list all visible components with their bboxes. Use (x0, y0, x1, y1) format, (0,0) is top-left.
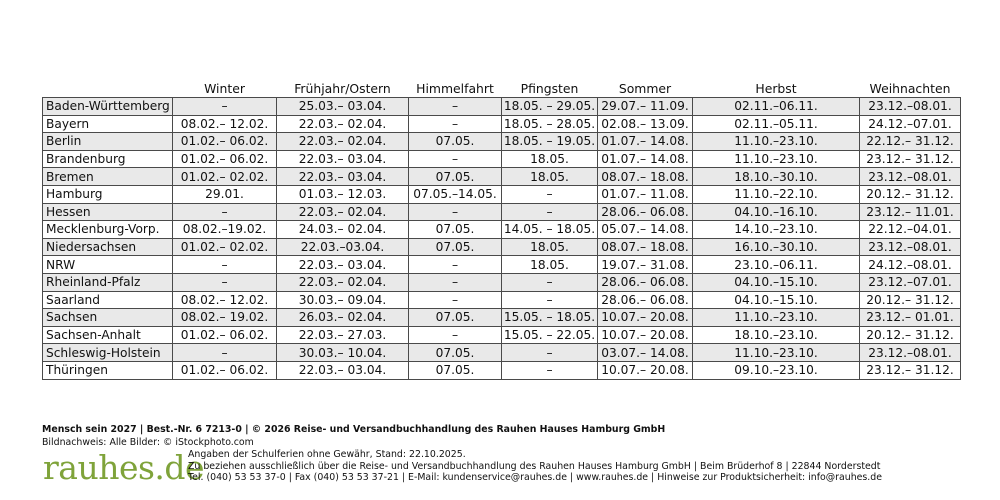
holiday-date-cell: 25.03.– 03.04. (277, 98, 409, 116)
holiday-date-cell: 23.12.–08.01. (860, 344, 961, 362)
holiday-date-cell: 23.12.– 11.01. (860, 203, 961, 221)
holiday-date-cell: 22.03.– 03.04. (277, 256, 409, 274)
holiday-date-cell: 14.05. – 18.05. (502, 221, 598, 239)
state-name-cell: Bremen (43, 168, 173, 186)
holiday-date-cell: 28.06.– 06.08. (598, 273, 693, 291)
holiday-date-cell: – (502, 185, 598, 203)
footer-info-disclaimer: Angaben der Schulferien ohne Gewähr, Stand: 22.10.2025. (188, 449, 466, 460)
holiday-date-cell: 15.05. – 22.05. (502, 326, 598, 344)
table-row (43, 115, 961, 133)
state-name-cell: Rheinland-Pfalz (43, 273, 173, 291)
state-name-cell: Mecklenburg-Vorp. (43, 221, 173, 239)
state-name-cell: Niedersachsen (43, 238, 173, 256)
holiday-date-cell: 22.03.– 03.04. (277, 361, 409, 379)
table-row (43, 150, 961, 168)
holiday-date-cell: – (173, 344, 277, 362)
holiday-date-cell: 23.12.– 31.12. (860, 150, 961, 168)
holiday-date-cell: 02.11.–06.11. (693, 98, 860, 116)
holiday-date-cell: 23.12.– 01.01. (860, 309, 961, 327)
rauhes-logo: rauhes.de (43, 448, 205, 487)
holiday-date-cell: 08.02.– 19.02. (173, 309, 277, 327)
school-holidays-table (42, 79, 961, 380)
holiday-date-cell: 30.03.– 10.04. (277, 344, 409, 362)
holiday-date-cell: 07.05. (409, 168, 502, 186)
holiday-date-cell: – (173, 273, 277, 291)
header-herbst: Herbst (755, 80, 797, 96)
holiday-date-cell: 22.03.– 03.04. (277, 150, 409, 168)
holiday-date-cell: 01.03.– 12.03. (277, 185, 409, 203)
holiday-date-cell: 22.03.– 02.04. (277, 115, 409, 133)
state-name-cell: Sachsen (43, 309, 173, 327)
holiday-date-cell: 07.05. (409, 238, 502, 256)
holiday-date-cell: 23.10.–06.11. (693, 256, 860, 274)
table-row (43, 344, 961, 362)
holiday-date-cell: 18.10.–30.10. (693, 168, 860, 186)
holiday-date-cell: 23.12.–08.01. (860, 238, 961, 256)
holiday-date-cell: – (502, 203, 598, 221)
state-name-cell: NRW (43, 256, 173, 274)
holiday-date-cell: 03.07.– 14.08. (598, 344, 693, 362)
holiday-date-cell: – (409, 115, 502, 133)
holiday-date-cell: – (502, 344, 598, 362)
header-sommer: Sommer (618, 80, 672, 96)
holiday-date-cell: 10.07.– 20.08. (598, 309, 693, 327)
state-name-cell: Brandenburg (43, 150, 173, 168)
holiday-date-cell: 18.05. (502, 150, 598, 168)
table-row (43, 326, 961, 344)
table-row (43, 273, 961, 291)
holiday-date-cell: 14.10.–23.10. (693, 221, 860, 239)
holiday-date-cell: 26.03.– 02.04. (277, 309, 409, 327)
footer-title: Mensch sein 2027 | Best.-Nr. 6 7213-0 | © 2026 Reise- und Versandbuchhandlung des Rauhen Hauses Hamburg GmbH (42, 424, 666, 435)
holiday-date-cell: 01.07.– 11.08. (598, 185, 693, 203)
holiday-date-cell: 22.03.– 02.04. (277, 203, 409, 221)
table-row (43, 238, 961, 256)
table-row (43, 168, 961, 186)
holiday-date-cell: 08.02.– 12.02. (173, 115, 277, 133)
header-state (43, 79, 173, 98)
holiday-date-cell: 07.05. (409, 309, 502, 327)
holiday-date-cell: 22.03.–03.04. (277, 238, 409, 256)
holiday-date-cell: 16.10.–30.10. (693, 238, 860, 256)
table-row (43, 203, 961, 221)
holiday-date-cell: – (173, 256, 277, 274)
footer-info-address: Zu beziehen ausschließlich über die Reise- und Versandbuchhandlung des Rauhen Hauses Hamburg GmbH | Beim Brüderhof 8 | 22844 Norderstedt (188, 460, 881, 472)
header-winter: Winter (204, 80, 245, 96)
holiday-date-cell: 22.03.– 02.04. (277, 133, 409, 151)
holiday-date-cell: – (502, 361, 598, 379)
holiday-date-cell: 07.05. (409, 133, 502, 151)
holiday-date-cell: 04.10.–15.10. (693, 291, 860, 309)
holiday-date-cell: 24.12.–07.01. (860, 115, 961, 133)
holiday-date-cell: 24.03.– 02.04. (277, 221, 409, 239)
table-header-row (43, 79, 961, 98)
table-row (43, 98, 961, 116)
holiday-date-cell: – (502, 291, 598, 309)
state-name-cell: Hamburg (43, 185, 173, 203)
state-name-cell: Schleswig-Holstein (43, 344, 173, 362)
holiday-date-cell: 23.12.– 31.12. (860, 361, 961, 379)
state-name-cell: Sachsen-Anhalt (43, 326, 173, 344)
holiday-date-cell: 08.02.– 12.02. (173, 291, 277, 309)
holiday-date-cell: 02.08.– 13.09. (598, 115, 693, 133)
table-row (43, 133, 961, 151)
holiday-date-cell: 23.12.–07.01. (860, 273, 961, 291)
holiday-date-cell: 01.02.– 02.02. (173, 238, 277, 256)
header-weihnachten: Weihnachten (869, 80, 951, 96)
holiday-date-cell: 08.07.– 18.08. (598, 168, 693, 186)
holiday-date-cell: 29.07.– 11.09. (598, 98, 693, 116)
holiday-date-cell: 29.01. (173, 185, 277, 203)
holiday-date-cell: 22.03.– 03.04. (277, 168, 409, 186)
table-row (43, 221, 961, 239)
table-row (43, 185, 961, 203)
holiday-date-cell: 05.07.– 14.08. (598, 221, 693, 239)
header-himmelfahrt: Himmelfahrt (416, 80, 494, 96)
holiday-date-cell: 28.06.– 06.08. (598, 291, 693, 309)
holiday-date-cell: 11.10.–23.10. (693, 133, 860, 151)
holiday-date-cell: 11.10.–23.10. (693, 150, 860, 168)
state-name-cell: Saarland (43, 291, 173, 309)
holiday-date-cell: 01.02.– 06.02. (173, 150, 277, 168)
holiday-date-cell: 04.10.–15.10. (693, 273, 860, 291)
holiday-date-cell: 18.05. – 28.05. (502, 115, 598, 133)
table-row (43, 361, 961, 379)
holiday-date-cell: 02.11.–05.11. (693, 115, 860, 133)
holiday-date-cell: 22.12.– 31.12. (860, 133, 961, 151)
holiday-date-cell: 10.07.– 20.08. (598, 326, 693, 344)
holiday-date-cell: 01.02.– 06.02. (173, 361, 277, 379)
holiday-date-cell: 08.07.– 18.08. (598, 238, 693, 256)
holiday-date-cell: 07.05.–14.05. (409, 185, 502, 203)
holiday-date-cell: 23.12.–08.01. (860, 98, 961, 116)
holiday-date-cell: – (409, 326, 502, 344)
holiday-date-cell: 18.05. – 19.05. (502, 133, 598, 151)
holiday-date-cell: 04.10.–16.10. (693, 203, 860, 221)
holiday-date-cell: 01.07.– 14.08. (598, 133, 693, 151)
state-name-cell: Hessen (43, 203, 173, 221)
holiday-date-cell: 01.02.– 06.02. (173, 326, 277, 344)
holiday-date-cell: – (409, 256, 502, 274)
holiday-date-cell: 08.02.–19.02. (173, 221, 277, 239)
table-row (43, 291, 961, 309)
table-body (43, 98, 961, 380)
holiday-date-cell: 19.07.– 31.08. (598, 256, 693, 274)
holiday-date-cell: – (409, 150, 502, 168)
holiday-date-cell: 07.05. (409, 221, 502, 239)
holiday-date-cell: 22.12.–04.01. (860, 221, 961, 239)
holiday-date-cell: 11.10.–23.10. (693, 344, 860, 362)
holiday-date-cell: 30.03.– 09.04. (277, 291, 409, 309)
state-name-cell: Baden-Württemberg (43, 98, 173, 116)
table-row (43, 256, 961, 274)
holiday-date-cell: – (409, 98, 502, 116)
holiday-date-cell: 20.12.– 31.12. (860, 291, 961, 309)
state-name-cell: Bayern (43, 115, 173, 133)
footer-info-contact: Tel. (040) 53 53 37-0 | Fax (040) 53 53 37-21 | E-Mail: kundenservice@rauhes.de | www.rauhes.de | Hinweise zur Produktsicherheit: info@rauhes.de (188, 472, 882, 484)
holiday-date-cell: 09.10.–23.10. (693, 361, 860, 379)
holiday-date-cell: 18.05. – 29.05. (502, 98, 598, 116)
holiday-date-cell: 10.07.– 20.08. (598, 361, 693, 379)
image-credit: Bildnachweis: Alle Bilder: © iStockphoto.com (42, 437, 254, 448)
holiday-date-cell: 18.10.–23.10. (693, 326, 860, 344)
holiday-date-cell: 18.05. (502, 168, 598, 186)
holiday-date-cell: – (173, 203, 277, 221)
holiday-date-cell: 18.05. (502, 238, 598, 256)
holiday-date-cell: 11.10.–22.10. (693, 185, 860, 203)
holiday-date-cell: – (409, 291, 502, 309)
holiday-date-cell: 15.05. – 18.05. (502, 309, 598, 327)
table-row (43, 309, 961, 327)
holiday-date-cell: 11.10.–23.10. (693, 309, 860, 327)
holiday-date-cell: – (502, 273, 598, 291)
holiday-date-cell: 01.07.– 14.08. (598, 150, 693, 168)
holiday-date-cell: 07.05. (409, 344, 502, 362)
header-pfingsten: Pfingsten (520, 80, 579, 96)
holiday-date-cell: 01.02.– 02.02. (173, 168, 277, 186)
header-fruehjahr-ostern: Frühjahr/Ostern (294, 80, 391, 96)
holiday-date-cell: 22.03.– 27.03. (277, 326, 409, 344)
holiday-date-cell: 24.12.–08.01. (860, 256, 961, 274)
state-name-cell: Berlin (43, 133, 173, 151)
holiday-date-cell: 18.05. (502, 256, 598, 274)
holiday-date-cell: 20.12.– 31.12. (860, 326, 961, 344)
holiday-date-cell: 20.12.– 31.12. (860, 185, 961, 203)
holiday-date-cell: – (173, 98, 277, 116)
holiday-date-cell: 23.12.–08.01. (860, 168, 961, 186)
footer-info (188, 449, 882, 484)
holiday-date-cell: 22.03.– 02.04. (277, 273, 409, 291)
holiday-date-cell: – (409, 203, 502, 221)
holiday-date-cell: 07.05. (409, 361, 502, 379)
holiday-date-cell: 28.06.– 06.08. (598, 203, 693, 221)
holiday-date-cell: – (409, 273, 502, 291)
holiday-date-cell: 01.02.– 06.02. (173, 133, 277, 151)
state-name-cell: Thüringen (43, 361, 173, 379)
